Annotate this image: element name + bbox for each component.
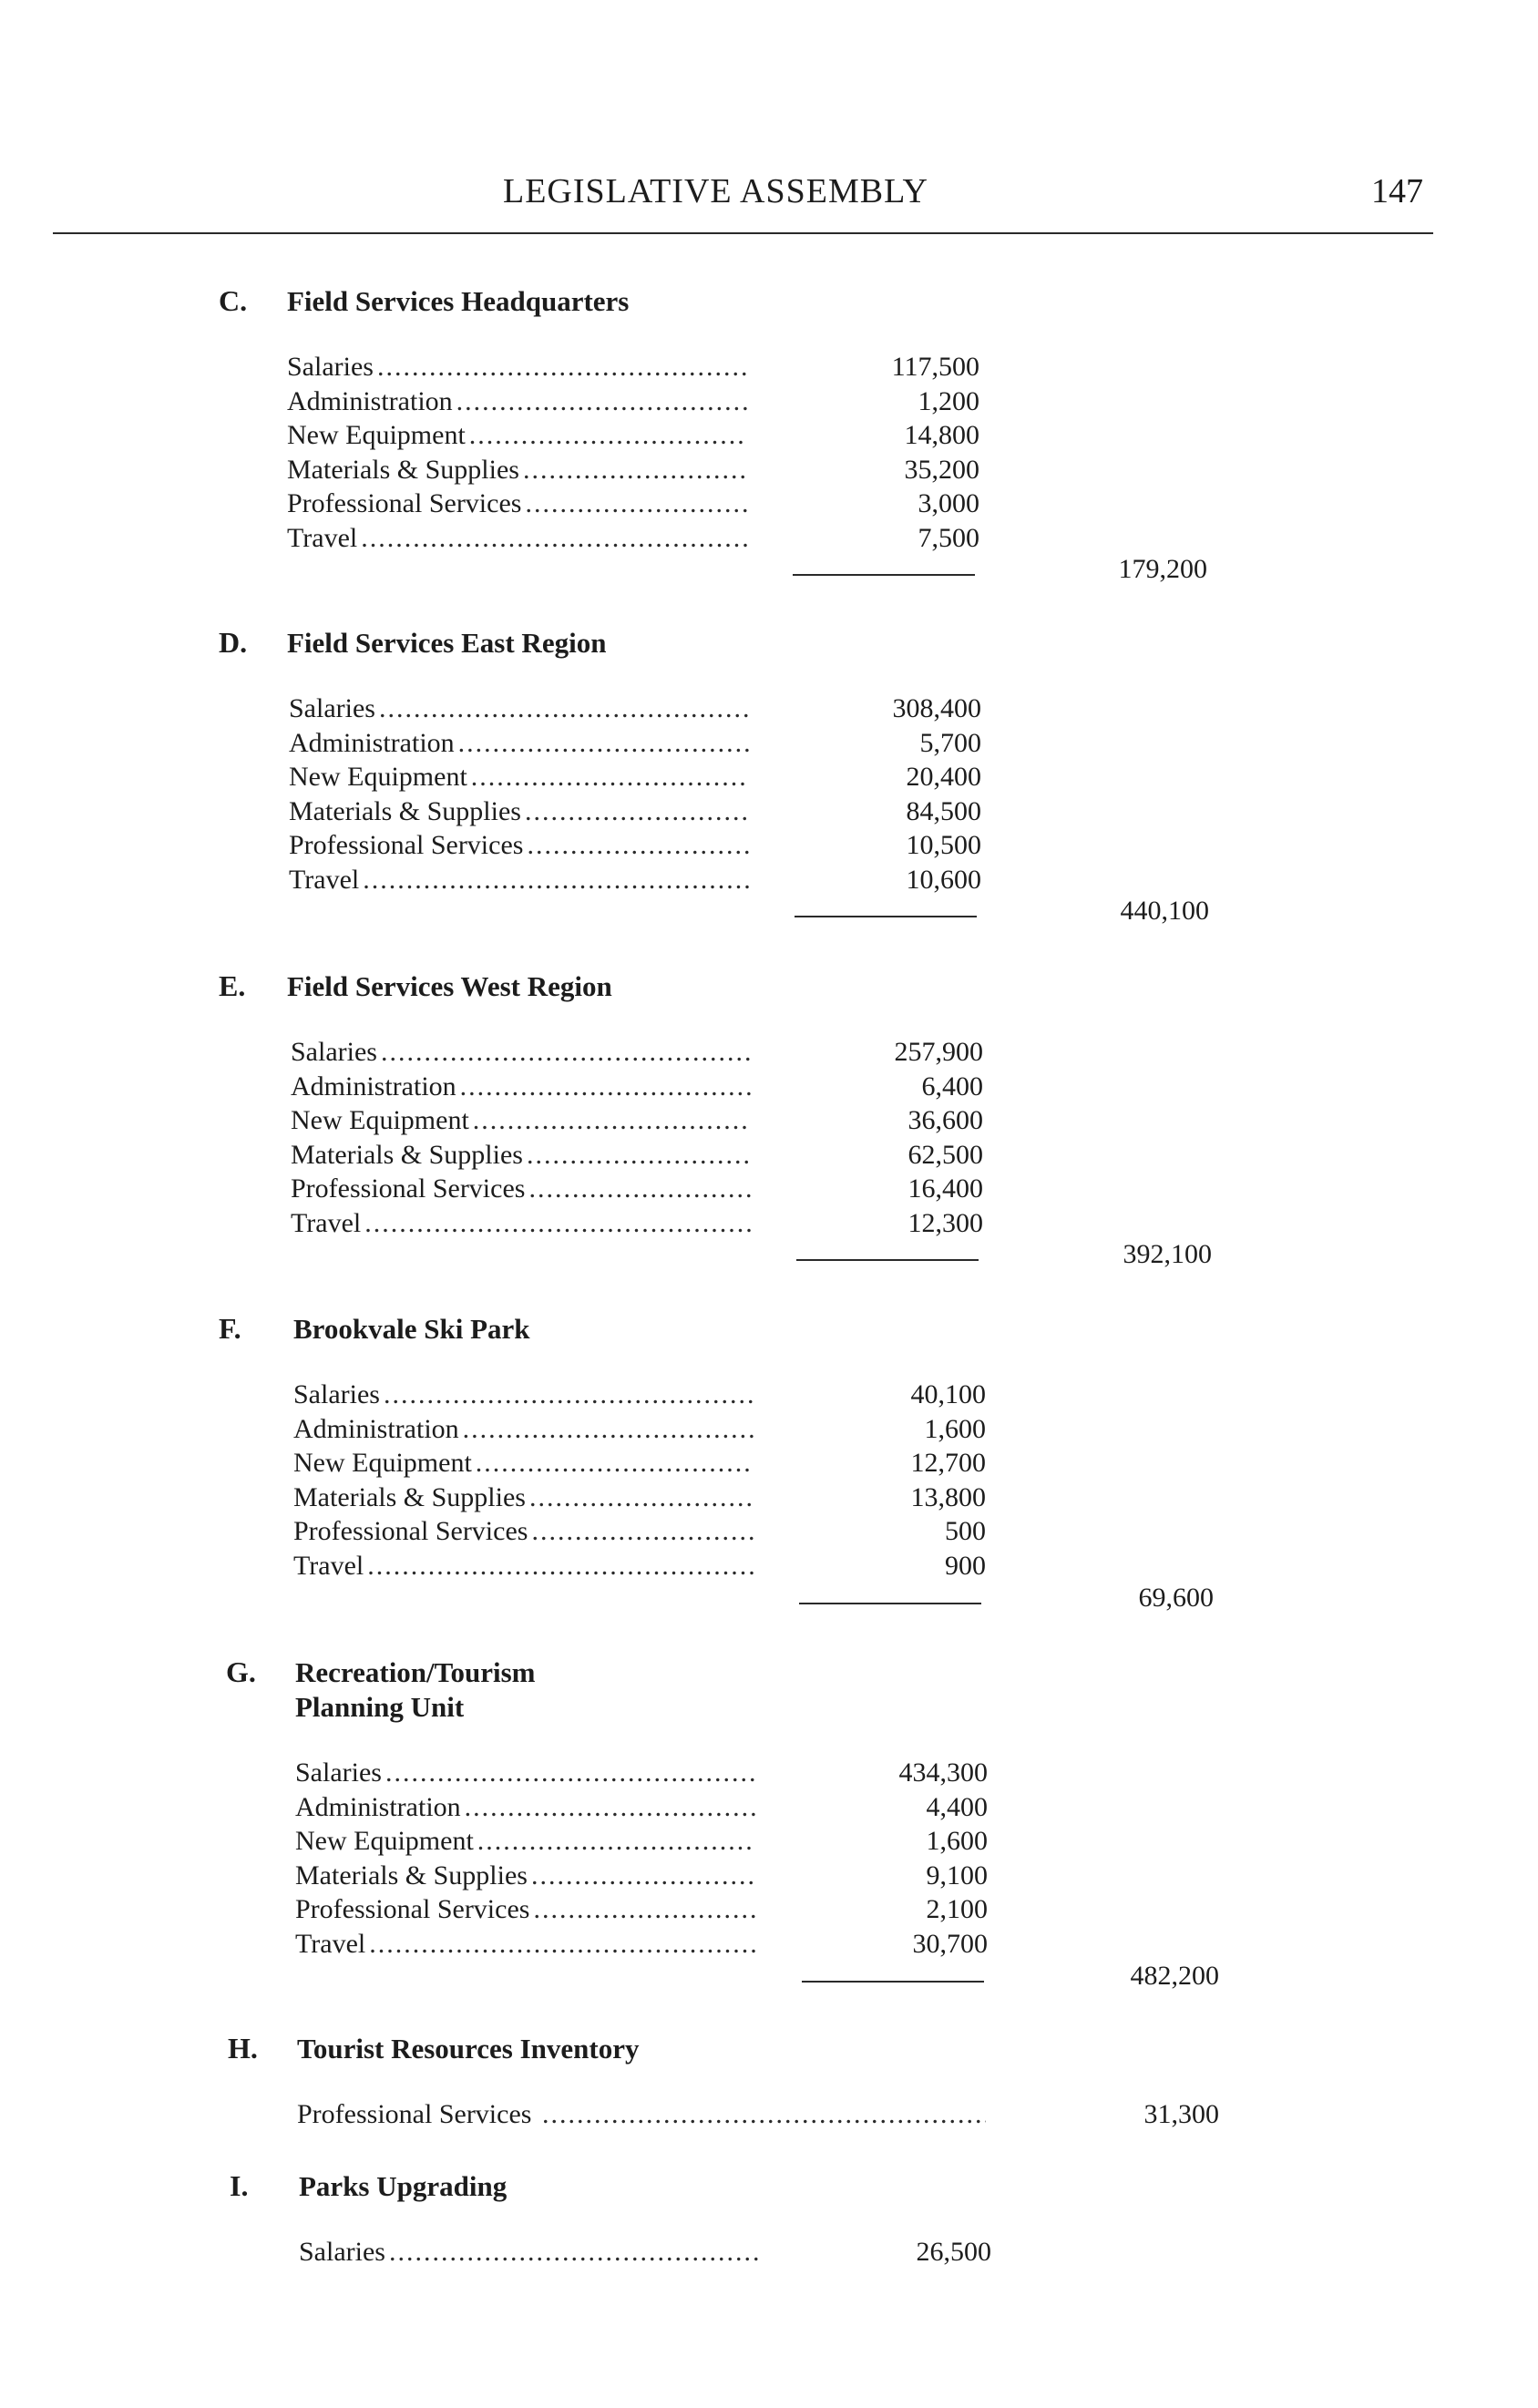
- line-label: New Equipment: [291, 1105, 473, 1135]
- line-item: [293, 1378, 986, 1412]
- line-item: [295, 1892, 988, 1927]
- line-label: Materials & Supplies: [295, 1860, 531, 1891]
- line-item: [289, 760, 981, 794]
- line-label: Salaries: [291, 1037, 381, 1067]
- page-title: LEGISLATIVE ASSEMBLY: [503, 172, 928, 210]
- section-letter: D.: [219, 626, 248, 659]
- line-items: [291, 1035, 983, 1241]
- line-label: Salaries: [299, 2237, 389, 2267]
- line-items: [295, 1756, 988, 1962]
- subtotal-rule: [802, 1981, 984, 1983]
- line-amount: 10,600: [906, 864, 981, 895]
- subtotal-rule: [796, 1259, 979, 1261]
- line-item: [287, 350, 979, 384]
- line-item: [289, 828, 981, 863]
- line-amount: 6,400: [921, 1071, 983, 1102]
- line-amount: 30,700: [912, 1928, 988, 1959]
- line-amount: 434,300: [898, 1757, 988, 1788]
- section-total: 392,100: [1123, 1239, 1212, 1269]
- line-item: [289, 794, 981, 829]
- line-amount: 35,200: [904, 454, 979, 485]
- line-item: [297, 2097, 986, 2132]
- section-title: Recreation/Tourism Planning Unit: [295, 1656, 536, 1723]
- line-amount: 13,800: [910, 1481, 986, 1512]
- line-label: Travel: [293, 1551, 367, 1581]
- line-label: Administration: [295, 1792, 465, 1822]
- section-total: 440,100: [1120, 896, 1209, 926]
- section-total: 482,200: [1130, 1961, 1219, 1991]
- line-label: Travel: [289, 865, 363, 895]
- line-item: [295, 1927, 988, 1962]
- line-amount: 1,200: [918, 385, 979, 416]
- line-label: New Equipment: [289, 762, 471, 792]
- line-label: Administration: [287, 386, 456, 416]
- line-amount: 1,600: [926, 1826, 988, 1857]
- line-item: [287, 487, 979, 521]
- line-amount: 2,100: [926, 1894, 988, 1925]
- line-label: Professional Services: [287, 488, 525, 518]
- subtotal-rule: [793, 574, 975, 576]
- line-amount: 20,400: [906, 762, 981, 793]
- line-amount: 40,100: [910, 1379, 986, 1409]
- line-item: [291, 1138, 983, 1173]
- section-letter: E.: [219, 969, 246, 1002]
- line-label: Professional Services: [291, 1173, 528, 1204]
- line-label: Salaries: [289, 693, 379, 723]
- line-item: [293, 1412, 986, 1447]
- section-letter: G.: [226, 1655, 256, 1688]
- line-label: Materials & Supplies: [291, 1140, 527, 1170]
- line-item: [291, 1035, 983, 1070]
- line-label: Salaries: [295, 1757, 385, 1788]
- line-label: Travel: [295, 1929, 369, 1959]
- line-items: [299, 2235, 991, 2270]
- line-label: Travel: [287, 523, 361, 553]
- line-label: Professional Services: [289, 830, 527, 860]
- line-item: [293, 1446, 986, 1481]
- line-label: Professional Services: [293, 1516, 531, 1546]
- section-letter: F.: [219, 1312, 241, 1345]
- line-amount: 12,300: [907, 1207, 983, 1238]
- line-item: [295, 1756, 988, 1790]
- section-title: Parks Upgrading: [299, 2170, 508, 2202]
- line-amount: 9,100: [926, 1860, 988, 1891]
- line-item: [291, 1206, 983, 1241]
- line-item: [287, 453, 979, 487]
- line-label: Salaries: [293, 1379, 384, 1409]
- line-item: [287, 521, 979, 556]
- line-amount: 257,900: [894, 1037, 983, 1067]
- line-amount: 5,700: [919, 727, 981, 758]
- line-label: Salaries: [287, 352, 377, 382]
- subtotal-rule: [795, 916, 977, 917]
- line-item: [291, 1103, 983, 1138]
- line-item: [293, 1481, 986, 1515]
- subtotal-rule: [799, 1603, 981, 1604]
- line-label: Administration: [289, 728, 458, 758]
- line-amount: 900: [945, 1550, 986, 1581]
- section-letter: H.: [228, 2032, 258, 2065]
- line-amount: 4,400: [926, 1791, 988, 1822]
- line-amount: 26,500: [916, 2237, 991, 2267]
- line-amount: 500: [945, 1516, 986, 1547]
- line-amount: 84,500: [906, 795, 981, 826]
- line-item: [295, 1859, 988, 1893]
- section-title: Field Services West Region: [287, 970, 612, 1002]
- line-label: Administration: [293, 1414, 463, 1444]
- section-total: 69,600: [1138, 1583, 1214, 1613]
- line-item: [293, 1514, 986, 1549]
- page-number: 147: [1371, 172, 1423, 210]
- line-amount: 12,700: [910, 1448, 986, 1479]
- line-label: Travel: [291, 1208, 364, 1238]
- line-label: New Equipment: [295, 1826, 477, 1856]
- line-label: Materials & Supplies: [289, 796, 525, 826]
- line-item: [295, 1824, 988, 1859]
- section-title: Brookvale Ski Park: [293, 1313, 530, 1345]
- line-amount: 117,500: [891, 352, 979, 382]
- section-letter: I.: [230, 2169, 249, 2202]
- line-item: [299, 2235, 991, 2270]
- section-total: 179,200: [1118, 554, 1207, 584]
- line-item: [289, 692, 981, 726]
- line-label: Materials & Supplies: [287, 455, 523, 485]
- section-title: Field Services East Region: [287, 627, 607, 659]
- line-label: Materials & Supplies: [293, 1482, 529, 1512]
- line-item: [291, 1070, 983, 1104]
- line-label: Administration: [291, 1071, 460, 1102]
- line-amount: 31,300: [1143, 2099, 1219, 2129]
- line-item: [289, 863, 981, 897]
- line-amount: 16,400: [907, 1173, 983, 1204]
- line-items: [289, 692, 981, 897]
- line-item: [287, 384, 979, 419]
- line-amount: 10,500: [906, 830, 981, 861]
- line-label: New Equipment: [287, 420, 469, 450]
- line-label: Professional Services: [297, 2099, 535, 2129]
- line-amount: 7,500: [918, 522, 979, 553]
- line-amount: 1,600: [924, 1413, 986, 1444]
- line-amount: 62,500: [907, 1139, 983, 1170]
- section-title: Tourist Resources Inventory: [297, 2033, 640, 2065]
- line-item: [289, 726, 981, 761]
- section-letter: C.: [219, 284, 248, 317]
- line-label: New Equipment: [293, 1448, 476, 1478]
- line-label: Professional Services: [295, 1894, 533, 1924]
- line-amount: 3,000: [918, 488, 979, 519]
- section-title: Field Services Headquarters: [287, 285, 630, 317]
- line-item: [293, 1549, 986, 1583]
- line-amount: 308,400: [892, 693, 981, 723]
- line-item: [291, 1172, 983, 1206]
- line-amount: 36,600: [907, 1105, 983, 1136]
- line-items: [293, 1378, 986, 1583]
- line-item: [287, 418, 979, 453]
- line-items: [287, 350, 979, 556]
- line-item: [295, 1790, 988, 1825]
- line-amount: 14,800: [904, 420, 979, 451]
